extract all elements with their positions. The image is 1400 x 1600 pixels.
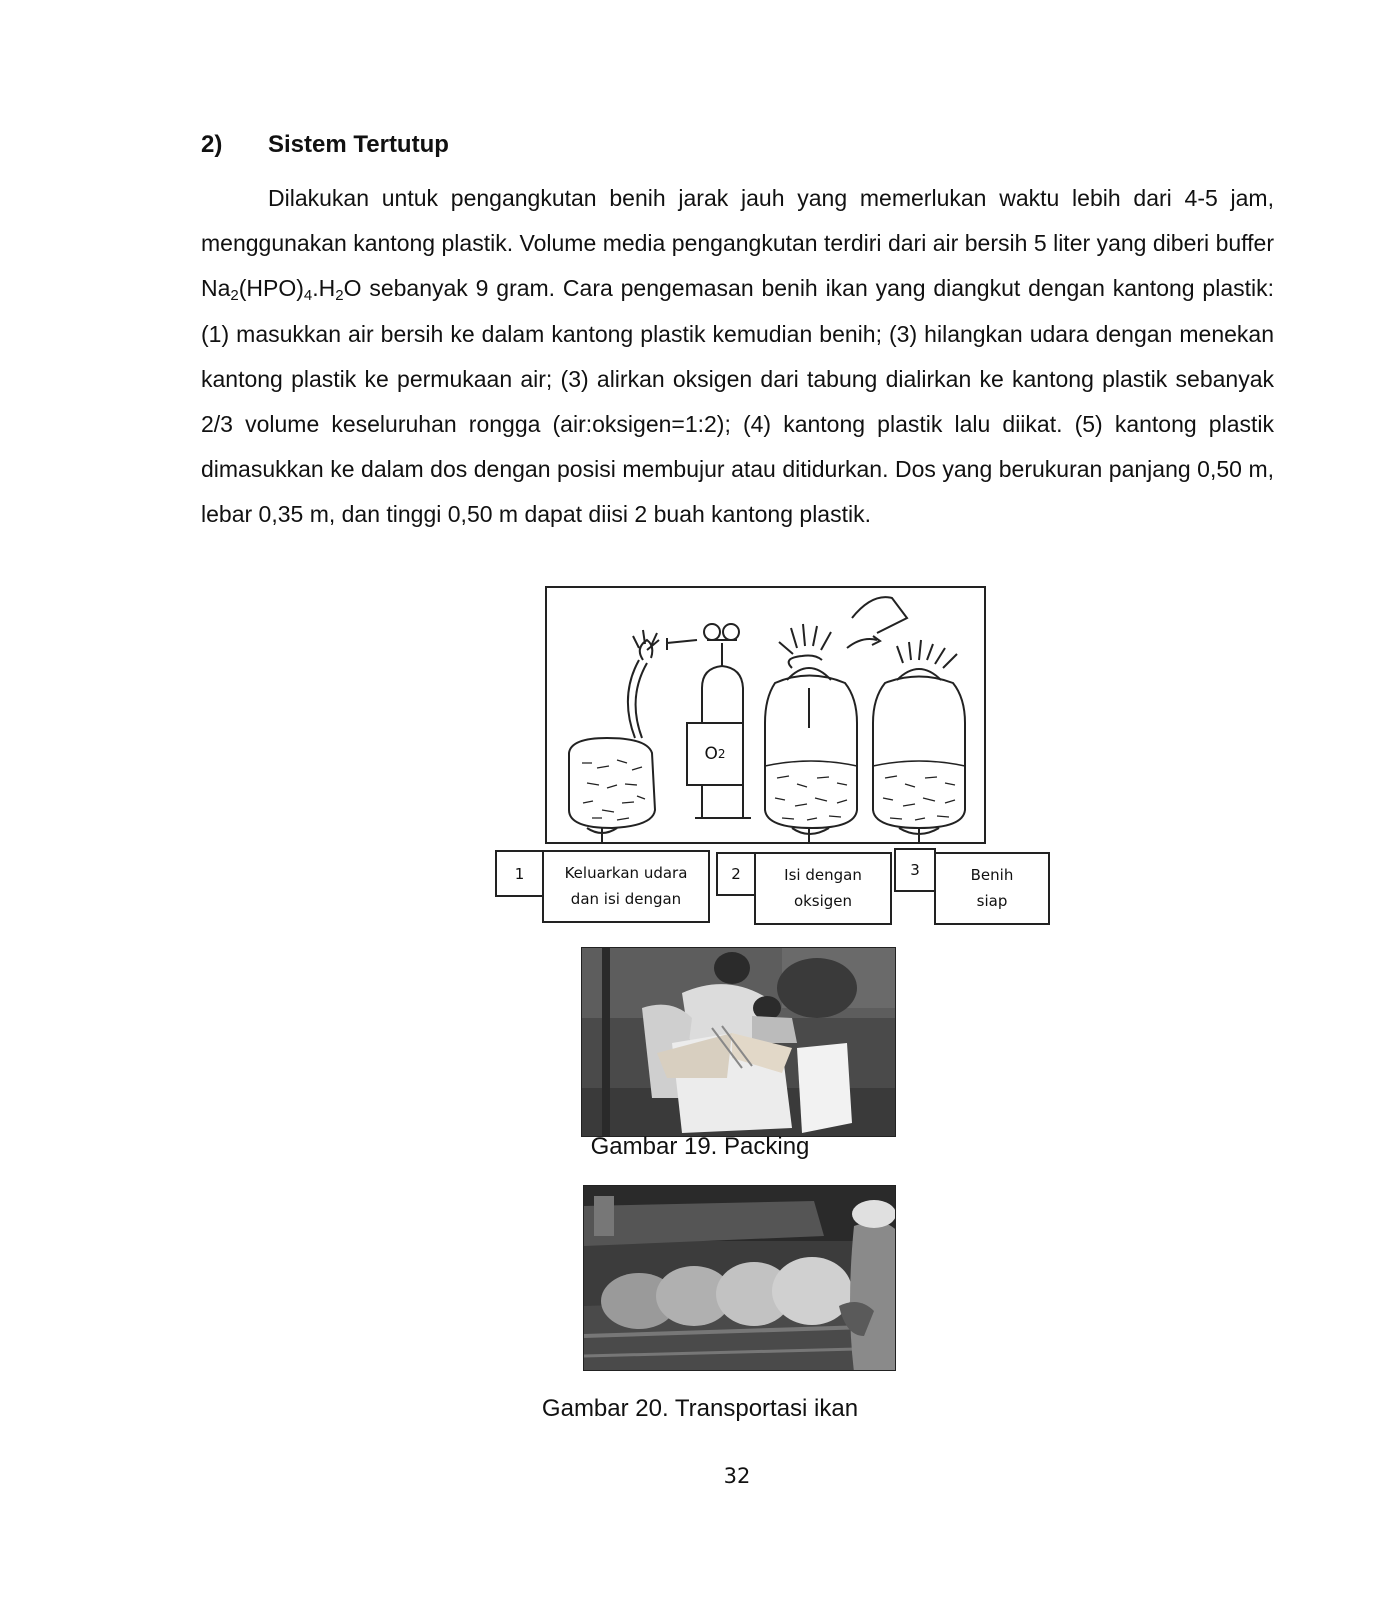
step-2-label (754, 852, 892, 925)
figure-19-caption: Gambar 19. Packing (590, 1133, 810, 1160)
step-2-line-2: oksigen (793, 892, 853, 910)
subscript-3: 2 (335, 287, 344, 305)
section-heading (201, 131, 449, 159)
step-3-line-2: siap (976, 892, 1008, 910)
paragraph-part-2: (HPO) (238, 275, 304, 302)
packing-photo (581, 947, 896, 1137)
step-2-number (716, 852, 756, 896)
transport-photo-image (584, 1186, 896, 1371)
page-number: 32 (723, 1464, 751, 1488)
paragraph-part-1: Dilakukan untuk pengangkutan benih jarak jauh yang memerlukan waktu lebih dari 4-5 jam, menggunakan kantong plastik. Volume media pengangkutan terdiri dari air bersih 5 liter yang diberi buffer Na (201, 185, 1274, 302)
packing-photo-image (582, 948, 896, 1137)
step-3-number-text: 3 (910, 861, 920, 879)
section-number: 2) (201, 131, 223, 158)
paragraph-part-3: .H (312, 275, 336, 302)
step-3-line-1: Benih (970, 866, 1014, 884)
transport-photo (583, 1185, 896, 1371)
step-3-label (934, 852, 1050, 925)
oxygen-label-sup: 2 (717, 747, 726, 761)
step-2-number-text: 2 (731, 865, 741, 883)
section-title: Sistem Tertutup (268, 131, 449, 158)
step-1-line-2: dan isi dengan (570, 890, 682, 908)
step-1-number (495, 850, 544, 897)
step-1-label (542, 850, 710, 923)
paragraph-part-4: O sebanyak 9 gram. Cara pengemasan benih ikan yang diangkut dengan kantong plastik: (1) masukkan air bersih ke dalam kantong plastik kemudian benih; (3) hilangkan udara dengan menekan kantong plastik ke permukaan air; (3) alirkan oksigen dari tabung dialirkan ke kantong plastik sebanyak 2/3 volume keseluruhan rongga (air:oksigen=1:2); (4) kantong plastik lalu diikat. (5) kantong plastik dimasukkan ke dalam dos dengan posisi membujur atau ditidurkan. Dos yang berukuran panjang 0,50 m, lebar 0,35 m, dan tinggi 0,50 m dapat diisi 2 buah kantong plastik. (201, 275, 1274, 528)
subscript-2: 4 (303, 287, 313, 305)
oxygen-label: O (704, 744, 718, 764)
oxygen-label-box (686, 722, 744, 786)
packing-illustration (547, 588, 984, 842)
step-1-number-text: 1 (514, 864, 525, 883)
figure-20-caption: Gambar 20. Transportasi ikan (541, 1395, 859, 1422)
step-1-line-1: Keluarkan udara (564, 864, 688, 882)
step-2-line-1: Isi dengan (784, 866, 862, 884)
subscript-1: 2 (230, 287, 239, 305)
packing-diagram (545, 586, 986, 844)
body-paragraph (201, 176, 1274, 538)
step-3-number (894, 848, 936, 892)
